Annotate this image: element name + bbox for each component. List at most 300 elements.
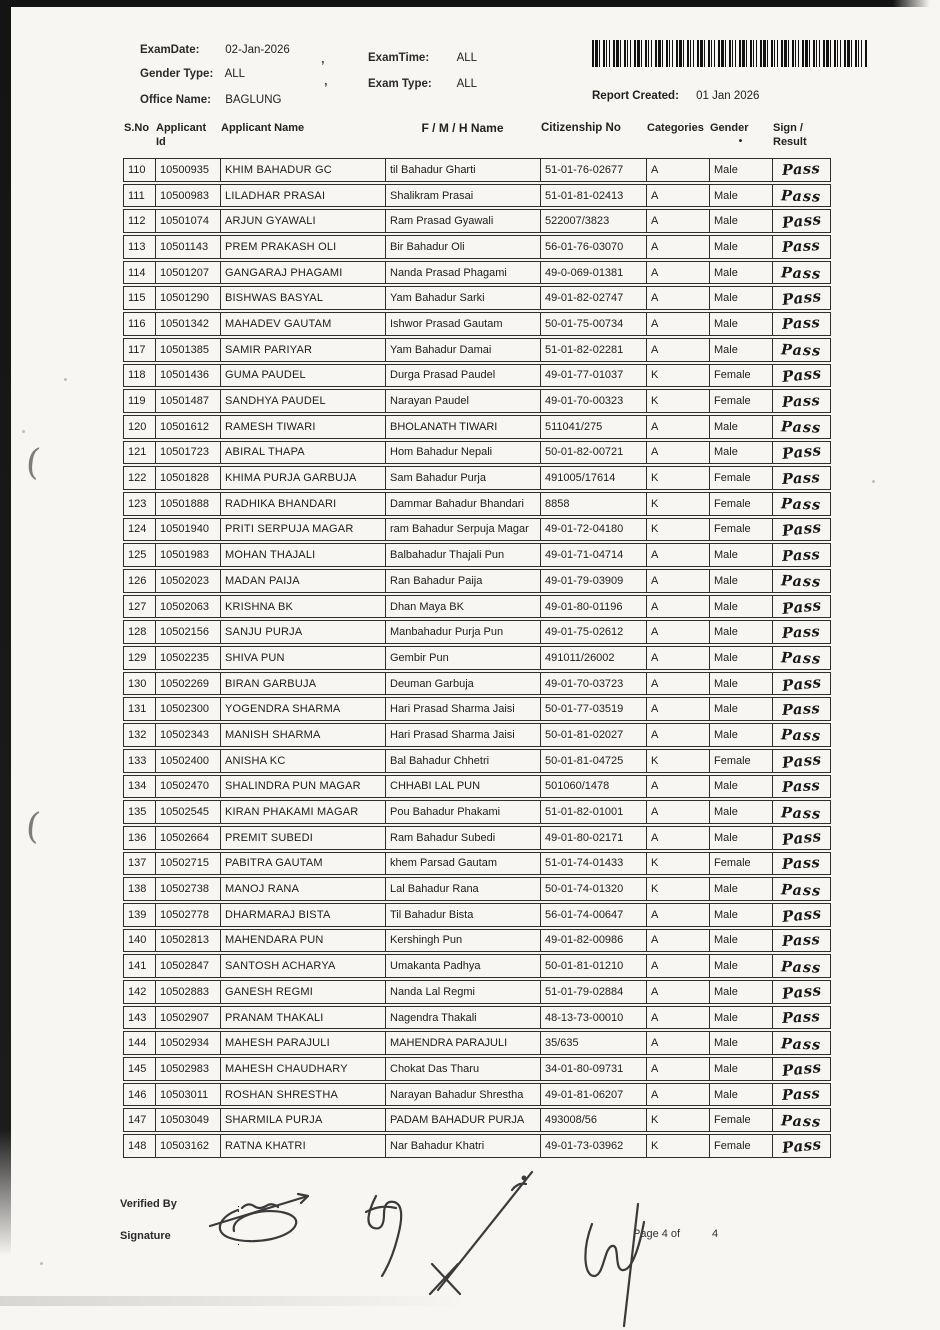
citizenship-no-cell: 50-01-82-00721 (540, 441, 646, 465)
applicant-name-cell: SHARMILA PURJA (220, 1108, 385, 1132)
table-row (123, 852, 831, 876)
category-cell: A (646, 441, 709, 465)
table-row (123, 518, 831, 542)
applicant-id-cell: 10500983 (155, 184, 220, 208)
table-row (123, 261, 831, 285)
fmh-name-cell: Sam Bahadur Purja (385, 466, 540, 490)
gender-cell: Male (709, 1031, 772, 1055)
fmh-name-cell: Ram Prasad Gyawali (385, 209, 540, 233)
category-cell: A (646, 261, 709, 285)
category-cell: K (646, 852, 709, 876)
exam-date-value: 02-Jan-2026 (225, 44, 290, 56)
col-header-gender (709, 121, 772, 150)
table-row (123, 286, 831, 310)
sno-cell: 136 (123, 826, 155, 850)
citizenship-no-cell: 49-01-82-02747 (540, 286, 646, 310)
sno-cell: 123 (123, 492, 155, 516)
sign-result-cell (772, 158, 831, 182)
handwritten-result: Pass (780, 1134, 823, 1157)
citizenship-no-cell: 48-13-73-00010 (540, 1006, 646, 1030)
table-row (123, 389, 831, 413)
scan-edge-top (0, 0, 930, 7)
gender-cell: Male (709, 209, 772, 233)
applicant-id-cell: 10503011 (155, 1083, 220, 1107)
handwritten-result: Pass (780, 749, 823, 772)
scan-artifact-tick: ’ (324, 80, 328, 95)
sno-cell: 131 (123, 697, 155, 721)
gender-cell: Male (709, 672, 772, 696)
handwritten-result: Pass (781, 341, 822, 360)
table-row (123, 800, 831, 824)
citizenship-no-cell: 49-01-73-03962 (540, 1134, 646, 1158)
applicant-name-cell: PABITRA GAUTAM (220, 852, 385, 876)
sno-cell: 110 (123, 158, 155, 182)
category-cell: A (646, 1057, 709, 1081)
category-cell: K (646, 518, 709, 542)
gender-type-value: ALL (224, 68, 246, 80)
citizenship-no-cell: 51-01-82-01001 (540, 800, 646, 824)
fmh-name-cell: Hari Prasad Sharma Jaisi (385, 697, 540, 721)
gender-cell: Female (709, 466, 772, 490)
gender-cell: Female (709, 518, 772, 542)
citizenship-no-cell: 51-01-81-02413 (540, 184, 646, 208)
table-row (123, 441, 831, 465)
applicant-name-cell: MAHADEV GAUTAM (220, 312, 385, 336)
handwritten-result: Pass (781, 1008, 822, 1028)
handwritten-result: Pass (781, 187, 822, 206)
applicant-name-cell: YOGENDRA SHARMA (220, 697, 385, 721)
sign-result-cell (772, 1108, 831, 1132)
citizenship-no-cell: 511041/275 (540, 415, 646, 439)
sno-cell: 121 (123, 441, 155, 465)
table-row (123, 775, 831, 799)
sno-cell: 147 (123, 1108, 155, 1132)
sno-cell: 134 (123, 775, 155, 799)
sign-result-cell (772, 389, 831, 413)
applicant-id-cell: 10501983 (155, 543, 220, 567)
gender-cell: Female (709, 1134, 772, 1158)
gender-cell: Male (709, 569, 772, 593)
col-header-sublabel: • (738, 136, 743, 148)
table-row (123, 1031, 831, 1055)
sign-result-cell (772, 749, 831, 773)
category-cell: A (646, 697, 709, 721)
col-header-label: Applicant Name (221, 122, 305, 134)
category-cell: A (646, 775, 709, 799)
gender-cell: Female (709, 492, 772, 516)
applicant-name-cell: PRITI SERPUJA MAGAR (220, 518, 385, 542)
handwritten-result: Pass (781, 1112, 822, 1131)
scan-speck (22, 430, 25, 433)
handwritten-result: Pass (781, 572, 822, 592)
sign-result-cell (772, 364, 831, 388)
category-cell: A (646, 415, 709, 439)
applicant-name-cell: MAHESH PARAJULI (220, 1031, 385, 1055)
sign-result-cell (772, 261, 831, 285)
signature-label: Signature (120, 1230, 171, 1242)
table-row (123, 158, 831, 182)
gender-cell: Male (709, 697, 772, 721)
applicant-id-cell: 10502907 (155, 1006, 220, 1030)
citizenship-no-cell: 51-01-74-01433 (540, 852, 646, 876)
sign-result-cell (772, 723, 831, 747)
fmh-name-cell: Umakanta Padhya (385, 954, 540, 978)
table-row (123, 543, 831, 567)
sno-cell: 127 (123, 595, 155, 619)
col-header-label: Categories (647, 122, 704, 134)
fmh-name-cell: Nanda Prasad Phagami (385, 261, 540, 285)
fmh-name-cell: Nanda Lal Regmi (385, 980, 540, 1004)
category-cell: K (646, 1134, 709, 1158)
exam-date-label: ExamDate: (140, 44, 200, 56)
report-created-value: 01 Jan 2026 (696, 90, 760, 102)
applicant-name-cell: SHIVA PUN (220, 646, 385, 670)
office-name-label: Office Name: (140, 94, 211, 106)
sno-cell: 140 (123, 929, 155, 953)
sno-cell: 129 (123, 646, 155, 670)
handwritten-result: Pass (781, 957, 822, 977)
applicant-name-cell: SANDHYA PAUDEL (220, 389, 385, 413)
sno-cell: 143 (123, 1006, 155, 1030)
citizenship-no-cell: 49-01-77-01037 (540, 364, 646, 388)
citizenship-no-cell: 49-01-82-00986 (540, 929, 646, 953)
sno-cell: 125 (123, 543, 155, 567)
gender-cell: Male (709, 800, 772, 824)
applicant-name-cell: ARJUN GYAWALI (220, 209, 385, 233)
handwritten-result: Pass (780, 1057, 823, 1080)
applicant-id-cell: 10502156 (155, 620, 220, 644)
table-row (123, 1057, 831, 1081)
applicant-id-cell: 10501940 (155, 518, 220, 542)
applicant-name-cell: KHIMA PURJA GARBUJA (220, 466, 385, 490)
table-row (123, 595, 831, 619)
sno-cell: 117 (123, 338, 155, 362)
sno-cell: 115 (123, 286, 155, 310)
gender-type-label: Gender Type: (140, 68, 214, 80)
handwritten-result: Pass (780, 287, 823, 310)
applicant-id-cell: 10501723 (155, 441, 220, 465)
category-cell: A (646, 800, 709, 824)
sign-result-cell (772, 1134, 831, 1158)
category-cell: A (646, 543, 709, 567)
sno-cell: 112 (123, 209, 155, 233)
exam-type-label: Exam Type: (368, 78, 432, 90)
sign-result-cell (772, 980, 831, 1004)
handwritten-result: Pass (781, 418, 822, 437)
table-row (123, 980, 831, 1004)
handwritten-result: Pass (781, 699, 822, 719)
applicant-name-cell: PRANAM THAKALI (220, 1006, 385, 1030)
fmh-name-cell: Manbahadur Purja Pun (385, 620, 540, 644)
category-cell: A (646, 158, 709, 182)
handwritten-result: Pass (781, 391, 822, 411)
citizenship-no-cell: 49-01-75-02612 (540, 620, 646, 644)
applicant-id-cell: 10500935 (155, 158, 220, 182)
applicant-id-cell: 10501207 (155, 261, 220, 285)
sign-result-cell (772, 775, 831, 799)
table-row (123, 1134, 831, 1158)
fmh-name-cell: Narayan Bahadur Shrestha (385, 1083, 540, 1107)
citizenship-no-cell: 491005/17614 (540, 466, 646, 490)
page-number-total: 4 (712, 1228, 719, 1240)
applicant-name-cell: GANGARAJ PHAGAMI (220, 261, 385, 285)
fmh-name-cell: ram Bahadur Serpuja Magar (385, 518, 540, 542)
category-cell: K (646, 492, 709, 516)
fmh-name-cell: Dammar Bahadur Bhandari (385, 492, 540, 516)
sign-result-cell (772, 569, 831, 593)
applicants-table (123, 156, 831, 1160)
fmh-name-cell: Yam Bahadur Damai (385, 338, 540, 362)
sign-result-cell (772, 954, 831, 978)
sign-result-cell (772, 338, 831, 362)
citizenship-no-cell: 493008/56 (540, 1108, 646, 1132)
sno-cell: 133 (123, 749, 155, 773)
handwritten-result: Pass (780, 441, 823, 464)
citizenship-no-cell: 56-01-76-03070 (540, 235, 646, 259)
sno-cell: 132 (123, 723, 155, 747)
table-row (123, 209, 831, 233)
col-header-label: F / M / H Name (421, 121, 504, 135)
gender-cell: Male (709, 543, 772, 567)
barcode (592, 40, 868, 67)
sno-cell: 141 (123, 954, 155, 978)
scan-artifact-curve: ( (23, 805, 43, 848)
fmh-name-cell: Ishwor Prasad Gautam (385, 312, 540, 336)
sno-cell: 113 (123, 235, 155, 259)
gender-cell: Male (709, 775, 772, 799)
applicant-name-cell: MAHESH CHAUDHARY (220, 1057, 385, 1081)
fmh-name-cell: BHOLANATH TIWARI (385, 415, 540, 439)
handwritten-result: Pass (780, 595, 823, 618)
sno-cell: 145 (123, 1057, 155, 1081)
applicant-name-cell: MANOJ RANA (220, 877, 385, 901)
citizenship-no-cell: 8858 (540, 492, 646, 516)
signature-colon: : (237, 1236, 241, 1248)
applicant-name-cell: ABIRAL THAPA (220, 441, 385, 465)
applicant-id-cell: 10501385 (155, 338, 220, 362)
col-header-applicant-name (220, 121, 385, 150)
table-row (123, 312, 831, 336)
table-row (123, 749, 831, 773)
fmh-name-cell: Ram Bahadur Subedi (385, 826, 540, 850)
fmh-name-cell: Bir Bahadur Oli (385, 235, 540, 259)
col-header-fmh-name (385, 121, 540, 150)
applicant-id-cell: 10501074 (155, 209, 220, 233)
fmh-name-cell: Yam Bahadur Sarki (385, 286, 540, 310)
applicant-name-cell: SHALINDRA PUN MAGAR (220, 775, 385, 799)
gender-cell: Male (709, 1006, 772, 1030)
handwritten-result: Pass (780, 364, 823, 387)
col-header-sublabel: Result (773, 136, 807, 149)
applicant-id-cell: 10502738 (155, 877, 220, 901)
fmh-name-cell: Kershingh Pun (385, 929, 540, 953)
fmh-name-cell: Shalikram Prasai (385, 184, 540, 208)
handwritten-result: Pass (781, 237, 822, 257)
citizenship-no-cell: 522007/3823 (540, 209, 646, 233)
handwritten-result: Pass (781, 1035, 822, 1054)
sno-cell: 120 (123, 415, 155, 439)
citizenship-no-cell: 49-01-71-04714 (540, 543, 646, 567)
sign-result-cell (772, 312, 831, 336)
sno-cell: 137 (123, 852, 155, 876)
field-exam-date (140, 44, 290, 56)
applicant-id-cell: 10502934 (155, 1031, 220, 1055)
citizenship-no-cell: 49-01-81-06207 (540, 1083, 646, 1107)
sign-result-cell (772, 1006, 831, 1030)
gender-cell: Male (709, 646, 772, 670)
applicant-name-cell: BISHWAS BASYAL (220, 286, 385, 310)
applicant-id-cell: 10502847 (155, 954, 220, 978)
field-gender-type (140, 68, 245, 80)
sno-cell: 139 (123, 903, 155, 927)
category-cell: A (646, 723, 709, 747)
gender-cell: Male (709, 595, 772, 619)
category-cell: A (646, 929, 709, 953)
sign-result-cell (772, 595, 831, 619)
gender-cell: Male (709, 312, 772, 336)
sign-result-cell (772, 235, 831, 259)
col-header-applicant-id (155, 121, 220, 150)
field-exam-type (368, 78, 477, 90)
fmh-name-cell: Til Bahadur Bista (385, 903, 540, 927)
gender-cell: Male (709, 286, 772, 310)
gender-cell: Male (709, 441, 772, 465)
sign-result-cell (772, 672, 831, 696)
table-row (123, 903, 831, 927)
signature-scribbles (180, 1168, 700, 1330)
handwritten-result: Pass (781, 930, 822, 950)
fmh-name-cell: Hari Prasad Sharma Jaisi (385, 723, 540, 747)
sign-result-cell (772, 929, 831, 953)
applicant-id-cell: 10502883 (155, 980, 220, 1004)
gender-cell: Male (709, 877, 772, 901)
category-cell: A (646, 672, 709, 696)
applicant-id-cell: 10501143 (155, 235, 220, 259)
sign-result-cell (772, 852, 831, 876)
gender-cell: Male (709, 620, 772, 644)
table-row (123, 826, 831, 850)
category-cell: A (646, 1031, 709, 1055)
citizenship-no-cell: 50-01-81-02027 (540, 723, 646, 747)
fmh-name-cell: PADAM BAHADUR PURJA (385, 1108, 540, 1132)
citizenship-no-cell: 49-01-70-03723 (540, 672, 646, 696)
handwritten-result: Pass (780, 518, 823, 541)
sno-cell: 114 (123, 261, 155, 285)
scan-artifact-curve: ( (23, 441, 43, 484)
sno-cell: 130 (123, 672, 155, 696)
handwritten-result: Pass (781, 468, 822, 488)
gender-cell: Male (709, 158, 772, 182)
table-row (123, 184, 831, 208)
gender-cell: Male (709, 903, 772, 927)
applicant-id-cell: 10502545 (155, 800, 220, 824)
category-cell: A (646, 1083, 709, 1107)
category-cell: K (646, 1108, 709, 1132)
applicant-id-cell: 10502983 (155, 1057, 220, 1081)
col-header-sno (123, 121, 155, 150)
category-cell: A (646, 903, 709, 927)
sign-result-cell (772, 1057, 831, 1081)
sno-cell: 116 (123, 312, 155, 336)
applicant-name-cell: DHARMARAJ BISTA (220, 903, 385, 927)
applicant-id-cell: 10501436 (155, 364, 220, 388)
applicant-id-cell: 10501888 (155, 492, 220, 516)
handwritten-result: Pass (780, 826, 823, 849)
sno-cell: 118 (123, 364, 155, 388)
citizenship-no-cell: 491011/26002 (540, 646, 646, 670)
handwritten-result: Pass (781, 160, 822, 180)
field-exam-time (368, 52, 477, 64)
category-cell: A (646, 184, 709, 208)
table-row (123, 492, 831, 516)
citizenship-no-cell: 50-01-81-01210 (540, 954, 646, 978)
sign-result-cell (772, 903, 831, 927)
citizenship-no-cell: 50-01-81-04725 (540, 749, 646, 773)
table-row (123, 569, 831, 593)
fmh-name-cell: Nar Bahadur Khatri (385, 1134, 540, 1158)
category-cell: A (646, 826, 709, 850)
applicant-name-cell: RAMESH TIWARI (220, 415, 385, 439)
fmh-name-cell: Pou Bahadur Phakami (385, 800, 540, 824)
sign-result-cell (772, 697, 831, 721)
handwritten-result: Pass (781, 853, 822, 873)
table-row (123, 364, 831, 388)
sno-cell: 148 (123, 1134, 155, 1158)
gender-cell: Male (709, 1057, 772, 1081)
sign-result-cell (772, 184, 831, 208)
sign-result-cell (772, 543, 831, 567)
citizenship-no-cell: 56-01-74-00647 (540, 903, 646, 927)
gender-cell: Female (709, 1108, 772, 1132)
category-cell: A (646, 595, 709, 619)
sign-result-cell (772, 646, 831, 670)
citizenship-no-cell: 50-01-77-03519 (540, 697, 646, 721)
sign-result-cell (772, 441, 831, 465)
applicant-id-cell: 10503162 (155, 1134, 220, 1158)
scan-speck (872, 480, 875, 483)
applicant-name-cell: RATNA KHATRI (220, 1134, 385, 1158)
citizenship-no-cell: 34-01-80-09731 (540, 1057, 646, 1081)
col-header-categories (646, 121, 709, 150)
sign-result-cell (772, 1031, 831, 1055)
sno-cell: 144 (123, 1031, 155, 1055)
handwritten-result: Pass (781, 1085, 822, 1105)
col-header-label: Sign / (773, 122, 803, 134)
fmh-name-cell: Bal Bahadur Chhetri (385, 749, 540, 773)
sign-result-cell (772, 209, 831, 233)
category-cell: A (646, 235, 709, 259)
sno-cell: 119 (123, 389, 155, 413)
gender-cell: Male (709, 184, 772, 208)
handwritten-result: Pass (781, 776, 822, 796)
col-header-label: Gender (710, 122, 749, 134)
handwritten-result: Pass (781, 649, 822, 669)
gender-cell: Male (709, 235, 772, 259)
handwritten-result: Pass (780, 210, 823, 233)
sign-result-cell (772, 877, 831, 901)
applicant-name-cell: MAHENDARA PUN (220, 929, 385, 953)
gender-cell: Male (709, 980, 772, 1004)
gender-cell: Male (709, 723, 772, 747)
sign-result-cell (772, 800, 831, 824)
citizenship-no-cell: 51-01-76-02677 (540, 158, 646, 182)
citizenship-no-cell: 51-01-79-02884 (540, 980, 646, 1004)
applicant-name-cell: GANESH REGMI (220, 980, 385, 1004)
sno-cell: 122 (123, 466, 155, 490)
table-row (123, 697, 831, 721)
table-row (123, 415, 831, 439)
fmh-name-cell: Chokat Das Tharu (385, 1057, 540, 1081)
